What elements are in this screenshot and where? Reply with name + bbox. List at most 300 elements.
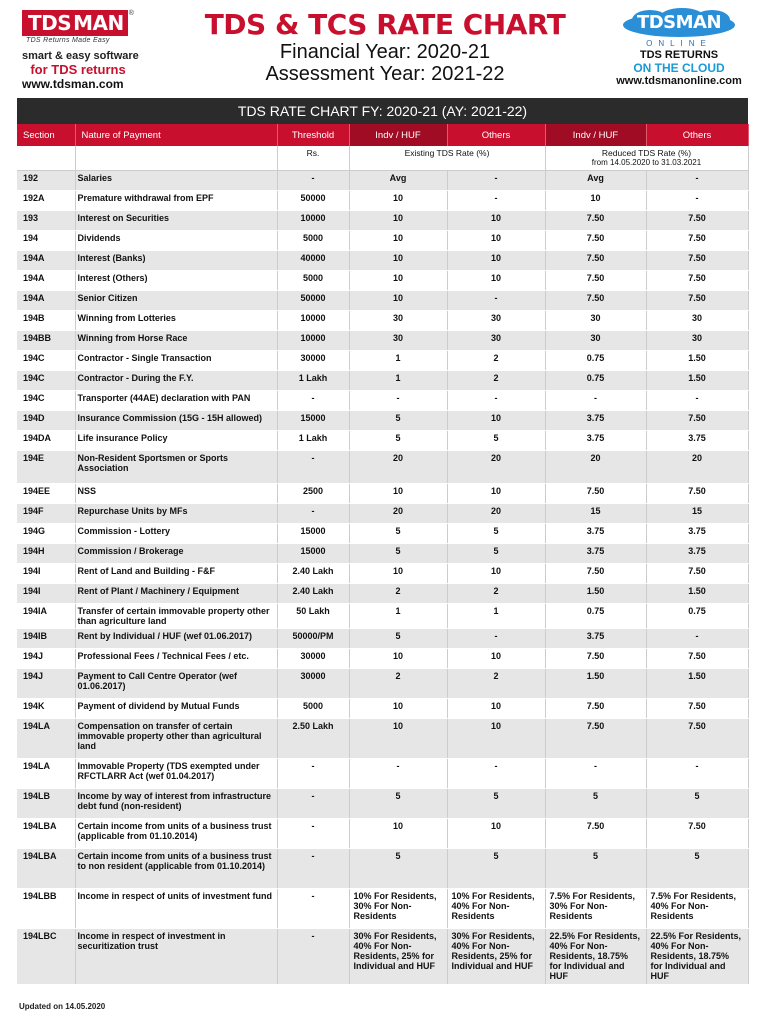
table-row xyxy=(17,544,748,564)
existing-indv-cell: 1 xyxy=(349,351,447,371)
threshold-cell: 1 Lakh xyxy=(277,431,349,451)
threshold-cell: 2.50 Lakh xyxy=(277,719,349,759)
left-tagline-2: for TDS returns xyxy=(30,62,126,77)
existing-indv-cell: 10% For Residents, 30% For Non-Residents xyxy=(349,889,447,929)
existing-others-cell: 5 xyxy=(447,431,545,451)
reduced-indv-cell: 7.50 xyxy=(545,291,646,311)
section-cell: 194A xyxy=(17,291,75,311)
threshold-cell: 40000 xyxy=(277,251,349,271)
existing-others-cell: 10 xyxy=(447,649,545,669)
existing-others-cell: - xyxy=(447,291,545,311)
rate-table xyxy=(17,124,749,985)
existing-indv-cell: 30 xyxy=(349,331,447,351)
right-tagline-1: TDS RETURNS xyxy=(639,49,719,61)
threshold-cell: 15000 xyxy=(277,524,349,544)
table-row xyxy=(17,171,748,191)
section-cell: 194B xyxy=(17,311,75,331)
reduced-indv-cell: 0.75 xyxy=(545,351,646,371)
reduced-indv-cell: 30 xyxy=(545,331,646,351)
reduced-indv-cell: 0.75 xyxy=(545,604,646,629)
reduced-others-cell: 7.50 xyxy=(646,719,748,759)
existing-others-cell: 1 xyxy=(447,604,545,629)
section-cell: 194F xyxy=(17,504,75,524)
threshold-cell: 10000 xyxy=(277,331,349,351)
threshold-cell: 50000 xyxy=(277,291,349,311)
existing-others-cell: 5 xyxy=(447,524,545,544)
cloud-icon xyxy=(620,8,738,38)
existing-indv-cell: 5 xyxy=(349,524,447,544)
section-cell: 194 xyxy=(17,231,75,251)
reduced-others-cell: 15 xyxy=(646,504,748,524)
table-row xyxy=(17,929,748,985)
reduced-indv-cell: 7.50 xyxy=(545,271,646,291)
nature-cell: Premature withdrawal from EPF xyxy=(75,191,277,211)
reduced-indv-cell: - xyxy=(545,759,646,789)
tdsman-logo-block xyxy=(22,10,142,91)
tdsman-logo xyxy=(22,10,142,36)
header-existing-indv: Indv / HUF xyxy=(349,124,447,146)
nature-cell: Senior Citizen xyxy=(75,291,277,311)
reduced-others-cell: 30 xyxy=(646,311,748,331)
nature-cell: Transporter (44AE) declaration with PAN xyxy=(75,391,277,411)
table-row xyxy=(17,331,748,351)
existing-others-cell: 10% For Residents, 40% For Non-Residents xyxy=(447,889,545,929)
table-row xyxy=(17,649,748,669)
existing-others-cell: - xyxy=(447,629,545,649)
existing-indv-cell: 10 xyxy=(349,699,447,719)
reduced-others-cell: - xyxy=(646,171,748,191)
existing-others-cell: - xyxy=(447,759,545,789)
nature-cell: NSS xyxy=(75,484,277,504)
online-logo-text: TDSMAN xyxy=(636,12,722,33)
table-row xyxy=(17,504,748,524)
threshold-cell: - xyxy=(277,849,349,889)
section-cell: 194LB xyxy=(17,789,75,819)
reduced-others-cell: 1.50 xyxy=(646,584,748,604)
threshold-cell: 15000 xyxy=(277,411,349,431)
existing-others-cell: - xyxy=(447,391,545,411)
existing-indv-cell: 5 xyxy=(349,544,447,564)
table-row xyxy=(17,629,748,649)
section-cell: 194LA xyxy=(17,719,75,759)
existing-indv-cell: 1 xyxy=(349,604,447,629)
reduced-others-cell: - xyxy=(646,191,748,211)
nature-cell: Income in respect of units of investment fund xyxy=(75,889,277,929)
table-row xyxy=(17,584,748,604)
reduced-indv-cell: 10 xyxy=(545,191,646,211)
left-tagline-1: smart & easy software xyxy=(22,50,139,62)
table-row xyxy=(17,271,748,291)
existing-indv-cell: - xyxy=(349,391,447,411)
reduced-rate-period: from 14.05.2020 to 31.03.2021 xyxy=(591,158,702,167)
reduced-others-cell: - xyxy=(646,629,748,649)
existing-others-cell: 10 xyxy=(447,484,545,504)
section-cell: 194BB xyxy=(17,331,75,351)
section-cell: 194J xyxy=(17,669,75,699)
existing-others-cell: 20 xyxy=(447,504,545,524)
existing-others-cell: 10 xyxy=(447,564,545,584)
threshold-cell: 2.40 Lakh xyxy=(277,584,349,604)
nature-cell: Contractor - During the F.Y. xyxy=(75,371,277,391)
table-row xyxy=(17,451,748,484)
header-threshold: Threshold xyxy=(277,124,349,146)
threshold-cell: 30000 xyxy=(277,669,349,699)
header-nature: Nature of Payment xyxy=(75,124,277,146)
section-cell: 194DA xyxy=(17,431,75,451)
reduced-indv-cell: 0.75 xyxy=(545,371,646,391)
nature-cell: Rent of Land and Building - F&F xyxy=(75,564,277,584)
table-row xyxy=(17,391,748,411)
reduced-others-cell: 1.50 xyxy=(646,351,748,371)
reduced-others-cell: 5 xyxy=(646,789,748,819)
table-row xyxy=(17,669,748,699)
reduced-others-cell: 7.50 xyxy=(646,271,748,291)
threshold-cell: 30000 xyxy=(277,351,349,371)
registered-mark: ® xyxy=(128,10,134,17)
existing-others-cell: 10 xyxy=(447,211,545,231)
section-cell: 194C xyxy=(17,371,75,391)
section-cell: 194J xyxy=(17,649,75,669)
table-row xyxy=(17,604,748,629)
reduced-others-cell: 3.75 xyxy=(646,431,748,451)
threshold-cell: - xyxy=(277,819,349,849)
section-cell: 194K xyxy=(17,699,75,719)
existing-others-cell: 5 xyxy=(447,849,545,889)
existing-others-cell: 2 xyxy=(447,351,545,371)
assessment-year: Assessment Year: 2021-22 xyxy=(265,63,505,85)
reduced-indv-cell: 5 xyxy=(545,789,646,819)
page-title: TDS & TCS RATE CHART xyxy=(204,8,566,41)
reduced-indv-cell: 20 xyxy=(545,451,646,484)
reduced-others-cell: 7.50 xyxy=(646,484,748,504)
reduced-others-cell: 20 xyxy=(646,451,748,484)
reduced-others-cell: 1.50 xyxy=(646,371,748,391)
title-block xyxy=(200,8,570,85)
threshold-cell: - xyxy=(277,504,349,524)
existing-indv-cell: 10 xyxy=(349,231,447,251)
threshold-cell: - xyxy=(277,889,349,929)
section-cell: 194E xyxy=(17,451,75,484)
reduced-indv-cell: 7.50 xyxy=(545,649,646,669)
right-tagline-2: ON THE CLOUD xyxy=(633,61,725,75)
table-row xyxy=(17,431,748,451)
threshold-cell: 50000 xyxy=(277,191,349,211)
existing-rate-label: Existing TDS Rate (%) xyxy=(349,146,545,171)
reduced-indv-cell: 15 xyxy=(545,504,646,524)
reduced-indv-cell: 7.50 xyxy=(545,211,646,231)
reduced-others-cell: 7.50 xyxy=(646,819,748,849)
table-row xyxy=(17,211,748,231)
reduced-indv-cell: 7.50 xyxy=(545,699,646,719)
reduced-indv-cell: 3.75 xyxy=(545,629,646,649)
reduced-indv-cell: 30 xyxy=(545,311,646,331)
table-row xyxy=(17,789,748,819)
section-cell: 194I xyxy=(17,584,75,604)
subheader-empty-nature xyxy=(75,146,277,171)
threshold-cell: 2.40 Lakh xyxy=(277,564,349,584)
existing-indv-cell: 5 xyxy=(349,411,447,431)
reduced-indv-cell: 7.50 xyxy=(545,719,646,759)
section-cell: 194LBA xyxy=(17,819,75,849)
table-row xyxy=(17,699,748,719)
existing-indv-cell: 2 xyxy=(349,669,447,699)
reduced-others-cell: 3.75 xyxy=(646,544,748,564)
financial-year: Financial Year: 2020-21 xyxy=(279,41,491,63)
existing-others-cell: 10 xyxy=(447,251,545,271)
threshold-cell: 5000 xyxy=(277,231,349,251)
table-row xyxy=(17,484,748,504)
existing-indv-cell: 5 xyxy=(349,629,447,649)
reduced-indv-cell: 1.50 xyxy=(545,584,646,604)
existing-indv-cell: - xyxy=(349,759,447,789)
threshold-cell: 10000 xyxy=(277,311,349,331)
section-cell: 194G xyxy=(17,524,75,544)
threshold-cell: - xyxy=(277,789,349,819)
reduced-indv-cell: 3.75 xyxy=(545,524,646,544)
table-row xyxy=(17,251,748,271)
existing-indv-cell: 10 xyxy=(349,271,447,291)
section-cell: 194A xyxy=(17,251,75,271)
page-header xyxy=(0,0,768,96)
reduced-rate-title: Reduced TDS Rate (%) xyxy=(601,148,692,158)
table-row xyxy=(17,311,748,331)
nature-cell: Winning from Horse Race xyxy=(75,331,277,351)
existing-others-cell: 20 xyxy=(447,451,545,484)
existing-others-cell: 30% For Residents, 40% For Non-Residents, 25% for Individual and HUF xyxy=(447,929,545,985)
reduced-others-cell: 30 xyxy=(646,331,748,351)
nature-cell: Interest on Securities xyxy=(75,211,277,231)
existing-others-cell: 2 xyxy=(447,371,545,391)
updated-note: Updated on 14.05.2020 xyxy=(19,1002,106,1011)
reduced-indv-cell: 7.50 xyxy=(545,819,646,849)
threshold-cell: 15000 xyxy=(277,544,349,564)
section-cell: 192 xyxy=(17,171,75,191)
existing-indv-cell: 10 xyxy=(349,291,447,311)
section-cell: 194EE xyxy=(17,484,75,504)
section-cell: 194C xyxy=(17,351,75,371)
threshold-unit: Rs. xyxy=(277,146,349,171)
table-row xyxy=(17,564,748,584)
existing-indv-cell: 10 xyxy=(349,251,447,271)
existing-indv-cell: 2 xyxy=(349,584,447,604)
existing-others-cell: 10 xyxy=(447,819,545,849)
logo-man-text: MAN xyxy=(73,10,128,36)
header-existing-others: Others xyxy=(447,124,545,146)
nature-cell: Professional Fees / Technical Fees / etc. xyxy=(75,649,277,669)
section-cell: 194D xyxy=(17,411,75,431)
existing-others-cell: 10 xyxy=(447,719,545,759)
threshold-cell: 5000 xyxy=(277,699,349,719)
reduced-others-cell: 7.50 xyxy=(646,291,748,311)
right-website: www.tdsmanonline.com xyxy=(616,75,742,87)
header-reduced-indv: Indv / HUF xyxy=(545,124,646,146)
section-cell: 193 xyxy=(17,211,75,231)
section-cell: 194H xyxy=(17,544,75,564)
reduced-others-cell: - xyxy=(646,391,748,411)
online-label: ONLINE xyxy=(646,39,712,48)
existing-indv-cell: 30 xyxy=(349,311,447,331)
nature-cell: Non-Resident Sportsmen or Sports Association xyxy=(75,451,277,484)
nature-cell: Rent by Individual / HUF (wef 01.06.2017) xyxy=(75,629,277,649)
reduced-indv-cell: 3.75 xyxy=(545,411,646,431)
section-cell: 194C xyxy=(17,391,75,411)
existing-indv-cell: 20 xyxy=(349,451,447,484)
threshold-cell: 5000 xyxy=(277,271,349,291)
header-section: Section xyxy=(17,124,75,146)
existing-indv-cell: 1 xyxy=(349,371,447,391)
existing-others-cell: - xyxy=(447,171,545,191)
reduced-others-cell: 7.5% For Residents, 40% For Non-Residents xyxy=(646,889,748,929)
threshold-cell: 2500 xyxy=(277,484,349,504)
section-cell: 194IA xyxy=(17,604,75,629)
table-row xyxy=(17,291,748,311)
threshold-cell: 30000 xyxy=(277,649,349,669)
existing-others-cell: 30 xyxy=(447,331,545,351)
table-header-row xyxy=(17,124,748,146)
reduced-others-cell: 7.50 xyxy=(646,564,748,584)
threshold-cell: - xyxy=(277,451,349,484)
nature-cell: Insurance Commission (15G - 15H allowed) xyxy=(75,411,277,431)
nature-cell: Income in respect of investment in securitization trust xyxy=(75,929,277,985)
section-cell: 194LA xyxy=(17,759,75,789)
nature-cell: Interest (Others) xyxy=(75,271,277,291)
existing-indv-cell: Avg xyxy=(349,171,447,191)
reduced-indv-cell: 7.50 xyxy=(545,251,646,271)
nature-cell: Interest (Banks) xyxy=(75,251,277,271)
nature-cell: Income by way of interest from infrastructure debt fund (non-resident) xyxy=(75,789,277,819)
existing-others-cell: 10 xyxy=(447,411,545,431)
reduced-indv-cell: 7.5% For Residents, 30% For Non-Residents xyxy=(545,889,646,929)
threshold-cell: - xyxy=(277,929,349,985)
table-row xyxy=(17,231,748,251)
existing-indv-cell: 10 xyxy=(349,649,447,669)
nature-cell: Commission / Brokerage xyxy=(75,544,277,564)
existing-others-cell: - xyxy=(447,191,545,211)
table-row xyxy=(17,759,748,789)
existing-others-cell: 5 xyxy=(447,789,545,819)
nature-cell: Repurchase Units by MFs xyxy=(75,504,277,524)
nature-cell: Certain income from units of a business trust (applicable from 01.10.2014) xyxy=(75,819,277,849)
existing-indv-cell: 20 xyxy=(349,504,447,524)
table-row xyxy=(17,351,748,371)
table-row xyxy=(17,524,748,544)
reduced-others-cell: 0.75 xyxy=(646,604,748,629)
section-cell: 192A xyxy=(17,191,75,211)
nature-cell: Contractor - Single Transaction xyxy=(75,351,277,371)
reduced-others-cell: 7.50 xyxy=(646,251,748,271)
nature-cell: Rent of Plant / Machinery / Equipment xyxy=(75,584,277,604)
reduced-indv-cell: 7.50 xyxy=(545,231,646,251)
existing-others-cell: 2 xyxy=(447,669,545,699)
reduced-others-cell: - xyxy=(646,759,748,789)
table-body xyxy=(17,171,748,985)
existing-others-cell: 10 xyxy=(447,231,545,251)
reduced-others-cell: 7.50 xyxy=(646,699,748,719)
reduced-others-cell: 7.50 xyxy=(646,411,748,431)
nature-cell: Life insurance Policy xyxy=(75,431,277,451)
threshold-cell: - xyxy=(277,391,349,411)
existing-indv-cell: 10 xyxy=(349,191,447,211)
existing-others-cell: 5 xyxy=(447,544,545,564)
reduced-indv-cell: 7.50 xyxy=(545,484,646,504)
section-cell: 194LBC xyxy=(17,929,75,985)
nature-cell: Certain income from units of a business trust to non resident (applicable from 01.10.2014) xyxy=(75,849,277,889)
nature-cell: Dividends xyxy=(75,231,277,251)
existing-indv-cell: 5 xyxy=(349,431,447,451)
reduced-others-cell: 7.50 xyxy=(646,211,748,231)
left-website: www.tdsman.com xyxy=(22,77,124,91)
reduced-indv-cell: 7.50 xyxy=(545,564,646,584)
nature-cell: Immovable Property (TDS exempted under RFCTLARR Act (wef 01.04.2017) xyxy=(75,759,277,789)
section-cell: 194LBA xyxy=(17,849,75,889)
threshold-cell: 50 Lakh xyxy=(277,604,349,629)
threshold-cell: 10000 xyxy=(277,211,349,231)
existing-others-cell: 10 xyxy=(447,699,545,719)
reduced-indv-cell: 1.50 xyxy=(545,669,646,699)
nature-cell: Payment to Call Centre Operator (wef 01.06.2017) xyxy=(75,669,277,699)
nature-cell: Compensation on transfer of certain immovable property other than agricultural land xyxy=(75,719,277,759)
threshold-cell: 50000/PM xyxy=(277,629,349,649)
threshold-cell: 1 Lakh xyxy=(277,371,349,391)
table-banner: TDS RATE CHART FY: 2020-21 (AY: 2021-22) xyxy=(17,98,748,124)
existing-indv-cell: 10 xyxy=(349,719,447,759)
table-row xyxy=(17,371,748,391)
existing-indv-cell: 10 xyxy=(349,211,447,231)
tdsman-online-logo-block xyxy=(604,8,754,87)
nature-cell: Winning from Lotteries xyxy=(75,311,277,331)
reduced-others-cell: 7.50 xyxy=(646,231,748,251)
reduced-indv-cell: Avg xyxy=(545,171,646,191)
table-row xyxy=(17,819,748,849)
reduced-others-cell: 3.75 xyxy=(646,524,748,544)
section-cell: 194IB xyxy=(17,629,75,649)
table-row xyxy=(17,411,748,431)
nature-cell: Payment of dividend by Mutual Funds xyxy=(75,699,277,719)
reduced-others-cell: 1.50 xyxy=(646,669,748,699)
threshold-cell: - xyxy=(277,759,349,789)
reduced-indv-cell: 5 xyxy=(545,849,646,889)
table-subheader-row xyxy=(17,146,748,171)
existing-indv-cell: 5 xyxy=(349,849,447,889)
subheader-empty-section xyxy=(17,146,75,171)
threshold-cell: - xyxy=(277,171,349,191)
reduced-indv-cell: 3.75 xyxy=(545,544,646,564)
section-cell: 194LBB xyxy=(17,889,75,929)
reduced-others-cell: 5 xyxy=(646,849,748,889)
logo-tds-text: TDS xyxy=(22,10,73,36)
reduced-others-cell: 7.50 xyxy=(646,649,748,669)
existing-indv-cell: 10 xyxy=(349,564,447,584)
reduced-indv-cell: 3.75 xyxy=(545,431,646,451)
reduced-others-cell: 22.5% For Residents, 40% For Non-Residents, 18.75% for Individual and HUF xyxy=(646,929,748,985)
existing-indv-cell: 30% For Residents, 40% For Non-Residents, 25% for Individual and HUF xyxy=(349,929,447,985)
reduced-indv-cell: 22.5% For Residents, 40% For Non-Residents, 18.75% for Individual and HUF xyxy=(545,929,646,985)
reduced-rate-label xyxy=(545,146,748,171)
existing-others-cell: 10 xyxy=(447,271,545,291)
existing-indv-cell: 10 xyxy=(349,484,447,504)
logo-tagline: TDS Returns Made Easy xyxy=(26,37,110,44)
section-cell: 194A xyxy=(17,271,75,291)
existing-indv-cell: 10 xyxy=(349,819,447,849)
rate-chart xyxy=(17,98,748,985)
table-row xyxy=(17,849,748,889)
nature-cell: Salaries xyxy=(75,171,277,191)
reduced-indv-cell: - xyxy=(545,391,646,411)
table-row xyxy=(17,889,748,929)
section-cell: 194I xyxy=(17,564,75,584)
table-row xyxy=(17,719,748,759)
nature-cell: Transfer of certain immovable property other than agriculture land xyxy=(75,604,277,629)
